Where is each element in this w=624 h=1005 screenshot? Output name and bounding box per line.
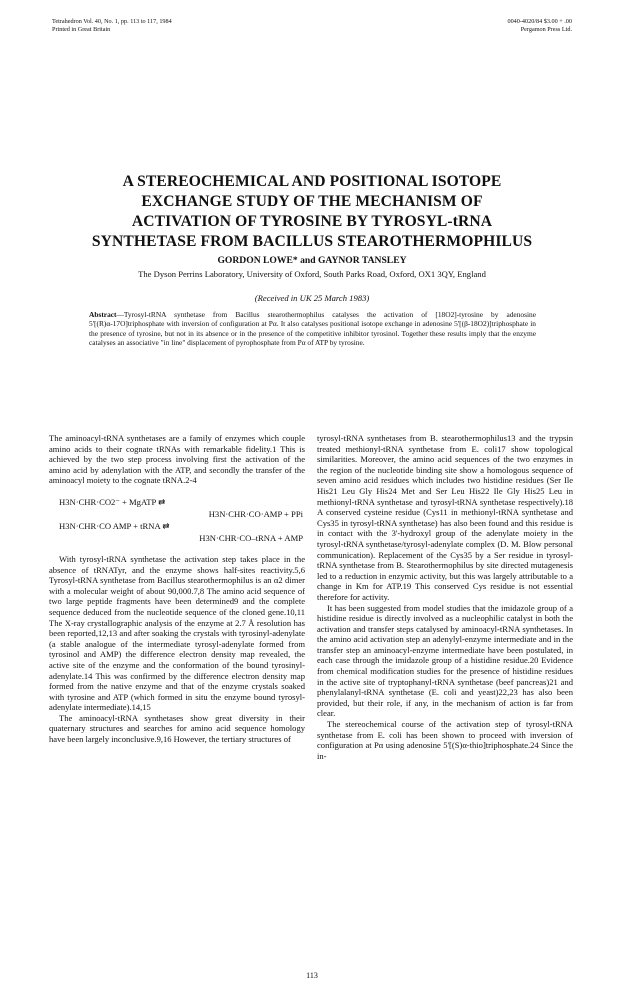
journal-citation [52, 18, 172, 34]
abstract-label: Abstract [89, 310, 117, 319]
paragraph: The aminoacyl-tRNA synthetases show great diversity in their quaternary structures and searches for amino acid sequence homology have been largely inconclusive.9,16 However, the tertiary structures of [49, 712, 305, 745]
left-column [49, 433, 305, 745]
paragraph: The stereochemical course of the activation step of tyrosyl-tRNA synthetase from E. coli has been shown to proceed with inversion of configuration at Pα using adenosine 5'[(S)α-thio]triphosphate.24 Since the in- [317, 719, 573, 761]
paragraph: tyrosyl-tRNA synthetases from B. stearothermophilus13 and the trypsin treated methionyl-tRNA synthetase from E. coli17 show topological similarities. Moreover, the amino acid sequences of the two enzymes in the region of the nucleotide binding site show a homologous sequence of seven amino acid residues which includes two histidine residues (Ser Ile His21 Leu Gly His24 Met and Ser Leu His22 Ile Gly His25 Leu in methionyl-tRNA synthetase and tyrosyl-tRNA synthetase respectively).18 A conserved cysteine residue (Cys11 in methionyl-tRNA synthetase and Cys35 in tyrosyl-tRNA synthetase) has also been found and this residue is in contact with the 3'-hydroxyl group of the adenylate moiety in the tyrosyl-tRNA synthetase/tyrosyl-adenylate complex (D. M. Blow personal communication). Replacement of the Cys35 by a Ser residue in tyrosyl-tRNA synthetase from B. Stearothermophilus by site directed mutagenesis led to a reduction in enzymic activity, but this was largely attributable to a change in Km for ATP.19 This conserved Cys residue is not essential therefore for activity. [317, 433, 573, 602]
paper-title [40, 172, 584, 252]
printed-line: Printed in Great Britain [52, 26, 111, 33]
paragraph: The aminoacyl-tRNA synthetases are a family of enzymes which couple amino acids to their cognate tRNAs with remarkable fidelity.1 This is achieved by the two step process involving first the activation of the amino acid by adenylation with the ATP, and secondly the transfer of the aminoacyl moiety to the cognate tRNA.2-4 [49, 433, 305, 486]
right-column [317, 433, 573, 761]
title-line-3: ACTIVATION OF TYROSINE BY TYROSYL-tRNA [131, 213, 493, 230]
affiliation: The Dyson Perrins Laboratory, University of Oxford, South Parks Road, Oxford, OX1 3QY, England [138, 269, 486, 279]
publisher-line: Pergamon Press Ltd. [520, 26, 572, 33]
abstract-text: —Tyrosyl-tRNA synthetase from Bacillus stearothermophilus catalyses the activation of [18O2]-tyrosine by adenosine 5'[(R)α-17O]triphosphate with inversion of configuration at Pα. It also catalyses positional isotope exchange in adenosine 5'[(β-18O2)]triphosphate in the presence of tyrosine, but not in its absence or in the presence of the competitive inhibitor tyrosinol. Together these results imply that the enzyme catalyses an associative "in line" displacement of pyrophosphate from Pα of ATP by tyrosine. [89, 310, 536, 347]
price-line: 0040-4020/84 $3.00 + .00 [507, 18, 572, 25]
reaction-equations [49, 496, 305, 544]
received-date: (Received in UK 25 March 1983) [254, 293, 370, 303]
journal-line: Tetrahedron Vol. 40, No. 1, pp. 113 to 117, 1984 [52, 18, 172, 25]
paragraph: It has been suggested from model studies that the imidazole group of a histidine residue is directly involved as a nucleophilic catalyst in both the activation and transfer steps catalysed by aminoacyl-tRNA synthetases. In the amino acid activation step an adenylyl-enzyme intermediate and in the transfer step an aminoacyl-enzyme intermediate have been postulated, in each case through the imidazole group of a histidine residue.20 Evidence from chemical modification studies for the presence of histidine residues in the active site of tryptophanyl-tRNA synthetase (beef pancreas)21 and phenylalanyl-tRNA synthetase (E. coli and yeast)22,23 has also been provided, but their role, if any, in the mechanism of action is far from clear. [317, 602, 573, 719]
title-line-1: A STEREOCHEMICAL AND POSITIONAL ISOTOPE [122, 173, 502, 190]
equation-2-left: H3N·CHR·CO AMP + tRNA ⇄ [59, 520, 170, 531]
price-info [507, 18, 572, 34]
page-number: 113 [306, 971, 318, 980]
paragraph: With tyrosyl-tRNA synthetase the activation step takes place in the absence of tRNATyr, and the enzyme shows half-sites reactivity.5,6 Tyrosyl-tRNA synthetase from Bacillus stearothermophilus is an α2 dimer with a molecular weight of about 90,000.7,8 The amino acid sequence of two large peptide fragments have been determined9 and the complete sequence deduced from the nucleotide sequence of the cloned gene.10,11 The X-ray crystallographic analysis of the enzyme at 2.7 Å resolution has been reported,12,13 and after soaking the crystals with tyrosinyl-adenylate (a stable analogue of the intermediate tyrosyl-adenylate formed from tyrosinol and AMP) the difference electron density map revealed, the active site of the enzyme and the conformation of the bound tyrosinyl-adenylate.14 This was confirmed by the difference electron density map formed from the native enzyme and that of the enzyme crystals soaked with tyrosine and ATP (which formed in situ the enzyme bound tyrosyl-adenylate intermediate).14,15 [49, 553, 305, 713]
authors: GORDON LOWE* and GAYNOR TANSLEY [217, 255, 407, 266]
abstract [89, 310, 536, 347]
equation-1-right: H3N·CHR·CO·AMP + PPi [208, 508, 303, 519]
title-line-4: SYNTHETASE FROM BACILLUS STEAROTHERMOPHILUS [91, 233, 533, 250]
equation-2-right: H3N·CHR·CO–tRNA + AMP [199, 532, 303, 543]
title-line-2: EXCHANGE STUDY OF THE MECHANISM OF [141, 193, 483, 210]
equation-1-left: H3N·CHR·CO2⁻ + MgATP ⇄ [59, 496, 166, 507]
